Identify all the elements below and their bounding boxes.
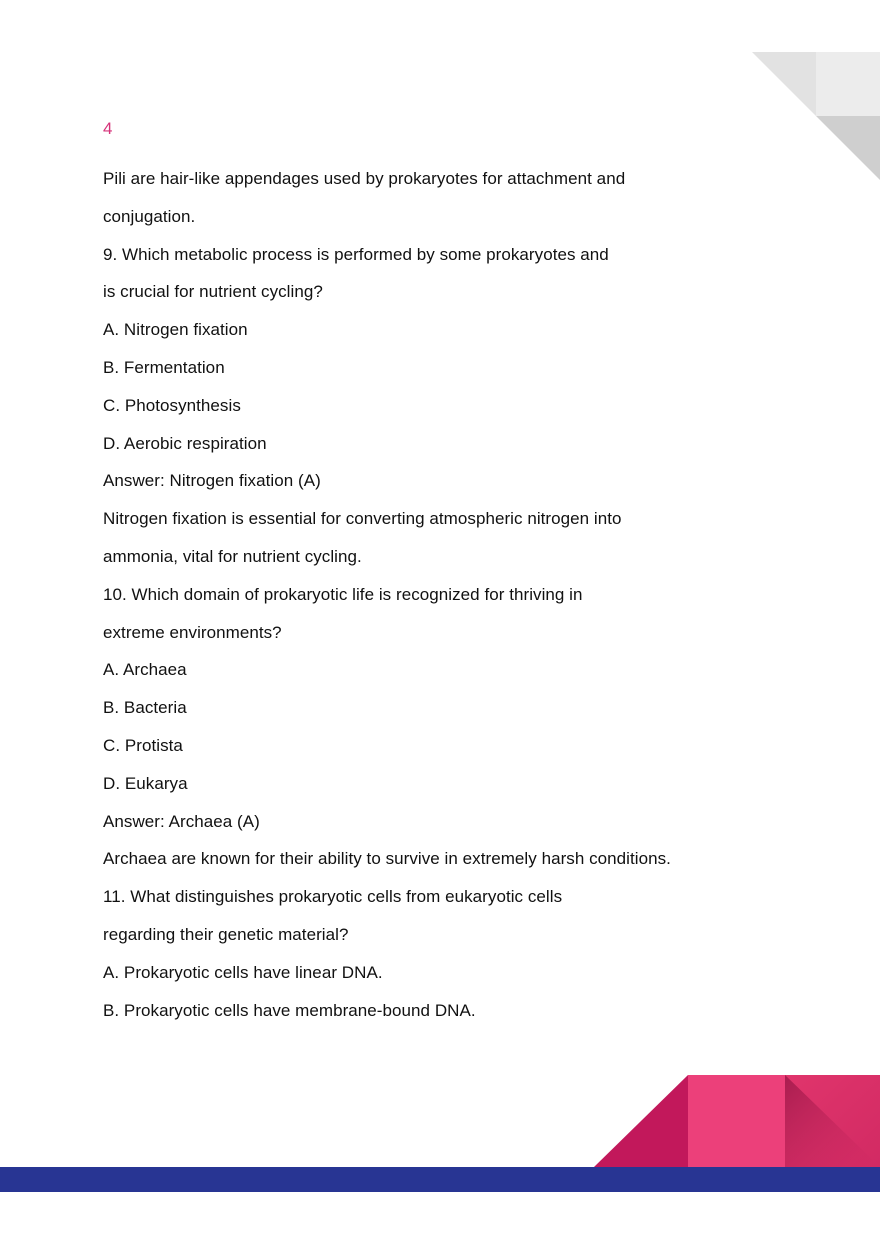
question-9-prompt: is crucial for nutrient cycling? — [103, 282, 323, 302]
question-9-option-b: B. Fermentation — [103, 357, 225, 377]
question-9-option-d: D. Aerobic respiration — [103, 433, 267, 453]
question-9-option-a: A. Nitrogen fixation — [103, 320, 248, 340]
question-10-option-c: C. Protista — [103, 735, 183, 755]
page-number: 4 — [103, 119, 113, 138]
corner-light-triangle — [752, 52, 816, 116]
text-line: Pili are hair-like appendages used by prokaryotes for attachment and — [103, 169, 626, 188]
question-10-option-d: D. Eukarya — [103, 773, 188, 793]
pink-square — [688, 1075, 785, 1167]
corner-dark-triangle — [816, 116, 880, 180]
question-9-prompt: 9. Which metabolic process is performed by some prokaryotes and — [103, 244, 609, 264]
question-10-prompt: 10. Which domain of prokaryotic life is recognized for thriving in — [103, 584, 583, 604]
question-11-option-b: B. Prokaryotic cells have membrane-bound DNA. — [103, 1000, 476, 1020]
question-9-explanation: ammonia, vital for nutrient cycling. — [103, 546, 362, 566]
question-11-option-a: A. Prokaryotic cells have linear DNA. — [103, 962, 383, 982]
question-10-option-a: A. Archaea — [103, 660, 187, 680]
question-10-prompt: extreme environments? — [103, 622, 282, 642]
question-11-prompt: regarding their genetic material? — [103, 924, 349, 944]
corner-light-square — [816, 52, 880, 116]
question-9-option-c: C. Photosynthesis — [103, 395, 241, 415]
bottom-right-corner-ornament — [594, 1075, 880, 1167]
question-10-option-b: B. Bacteria — [103, 698, 187, 718]
footer-band — [0, 1167, 880, 1192]
text-line: conjugation. — [103, 206, 196, 226]
question-10-answer: Answer: Archaea (A) — [103, 811, 260, 831]
question-10-explanation: Archaea are known for their ability to survive in extremely harsh conditions. — [103, 849, 671, 869]
document-body — [103, 160, 743, 1029]
question-9-answer: Answer: Nitrogen fixation (A) — [103, 471, 321, 491]
question-9-explanation: Nitrogen fixation is essential for converting atmospheric nitrogen into — [103, 509, 622, 529]
crimson-triangle — [594, 1075, 688, 1167]
top-right-corner-ornament — [752, 52, 880, 180]
question-11-prompt: 11. What distinguishes prokaryotic cells from eukaryotic cells — [103, 887, 563, 907]
